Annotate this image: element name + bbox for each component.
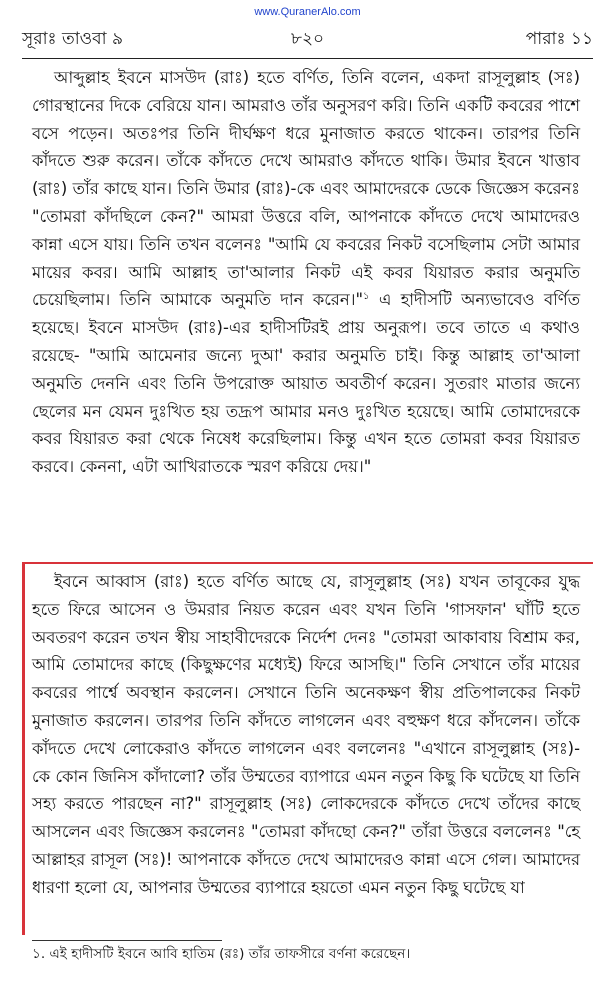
para-label: পারাঃ ১১ [525, 29, 593, 49]
paragraph-1-text-a: আব্দুল্লাহ ইবনে মাসউদ (রাঃ) হতে বর্ণিত, তিনি বলেন, একদা রাসূলুল্লাহ (সঃ) গোরস্থানের দিকে বেরিয়ে যান। আমরাও তাঁর অনুসরণ করি। তিনি একটি কবরের পাশে বসে পড়েন। অতঃপর তিনি দীর্ঘক্ষণ ধরে মুনাজাত করতে থাকেন। তারপর তিনি কাঁদতে শুরু করেন। তাঁকে কাঁদতে দেখে আমরাও কাঁদতে থাকি। উমার ইবনে খাত্তাব (রাঃ) তাঁর কাছে যান। তিনি উমার (রাঃ)-কে এবং আমাদেরকে ডেকে জিজ্ঞেস করেনঃ "তোমরা কাঁদছিলে কেন?" আমরা উত্তরে বলি, আপনাকে কাঁদতে দেখে আমাদেরও কান্না এসে যায়। তিনি তখন বলেনঃ "আমি যে কবরের নিকট বসেছিলাম সেটা আমার মায়ের কবর। আমি আল্লাহ তা'আলার নিকট এই কবর যিয়ারত করার অনুমতি চেয়েছিলাম। তিনি আমাকে অনুমতি দান করেন।" [32, 68, 580, 310]
hadith-paragraph-1 [32, 64, 580, 481]
footnote-marker: ১ [363, 291, 370, 303]
footnote-divider [32, 940, 222, 941]
surah-label: সূরাঃ তাওবা ৯ [22, 29, 124, 49]
highlight-border-left [22, 562, 25, 935]
page-number: ৮২০ [290, 29, 325, 49]
paragraph-1-text-b: এ হাদীসটি অন্যভাবেও বর্ণিত হয়েছে। ইবনে মাসউদ (রাঃ)-এর হাদীসটিরই প্রায় অনুরূপ। তবে তাতে এ কথাও রয়েছে- "আমি আমেনার জন্যে দুআ' করার অনুমতি চাই। কিন্তু আল্লাহ তা'আলা অনুমতি দেননি এবং তিনি উপরোক্ত আয়াত অবতীর্ণ করেন। সুতরাং মাতার জন্যে ছেলের মন যেমন দুঃখিত হয় তদ্রূপ আমার মনও দুঃখিত হয়েছে। আমি তোমাদেরকে কবর যিয়ারত করা থেকে নিষেধ করেছিলাম। কিন্তু এখন হতে তোমরা কবর যিয়ারত করবে। কেননা, এটা আখিরাতকে স্মরণ করিয়ে দেয়।" [32, 290, 580, 477]
hadith-paragraph-2: ইবনে আব্বাস (রাঃ) হতে বর্ণিত আছে যে, রাসূলুল্লাহ (সঃ) যখন তাবূকের যুদ্ধ হতে ফিরে আসেন ও উমরার নিয়ত করেন এবং যখন তিনি 'গাসফান' ঘাঁটি হতে অবতরণ করেন তখন স্বীয় সাহাবীদেরকে নির্দেশ দেনঃ "তোমরা আকাবায় বিশ্রাম কর, আমি তোমাদের কাছে (কিছুক্ষণের মধ্যেই) ফিরে আসছি।" তিনি সেখানে তাঁর মায়ের কবরের পার্শ্বে অবস্থান করলেন। সেখানে তিনি অনেকক্ষণ স্বীয় প্রতিপালকের নিকট মুনাজাত করলেন। তারপর তিনি কাঁদতে লাগলেন এবং বহুক্ষণ ধরে কাঁদলেন। তাঁকে কাঁদতে দেখে লোকেরাও কাঁদতে লাগলেন এবং বললেনঃ "এখানে রাসূলুল্লাহ (সঃ)-কে কোন জিনিস কাঁদালো? তাঁর উম্মতের ব্যাপারে এমন নতুন কিছু কি ঘটেছে যা তিনি সহ্য করতে পারছেন না?" রাসূলুল্লাহ (সঃ) লোকদেরকে কাঁদতে দেখে তাঁদের কাছে আসলেন এবং জিজ্ঞেস করলেনঃ "তোমরা কাঁদছো কেন?" তাঁরা উত্তরে বললেনঃ "হে আল্লাহর রাসূল (সঃ)! আপনাকে কাঁদতে দেখে আমাদেরও কান্না এসে গেল। আমাদের ধারণা হলো যে, আপনার উম্মতের ব্যাপারে হয়তো এমন নতুন কিছু ঘটেছে যা [32, 572, 580, 897]
website-url[interactable]: www.QuranerAlo.com [254, 6, 361, 18]
header-divider [22, 58, 593, 59]
highlight-border-top [22, 562, 593, 564]
footnote: ১. এই হাদীসটি ইবনে আবি হাতিম (রঃ) তাঁর তাফসীরে বর্ণনা করেছেন। [32, 946, 411, 962]
page-header [22, 26, 593, 52]
